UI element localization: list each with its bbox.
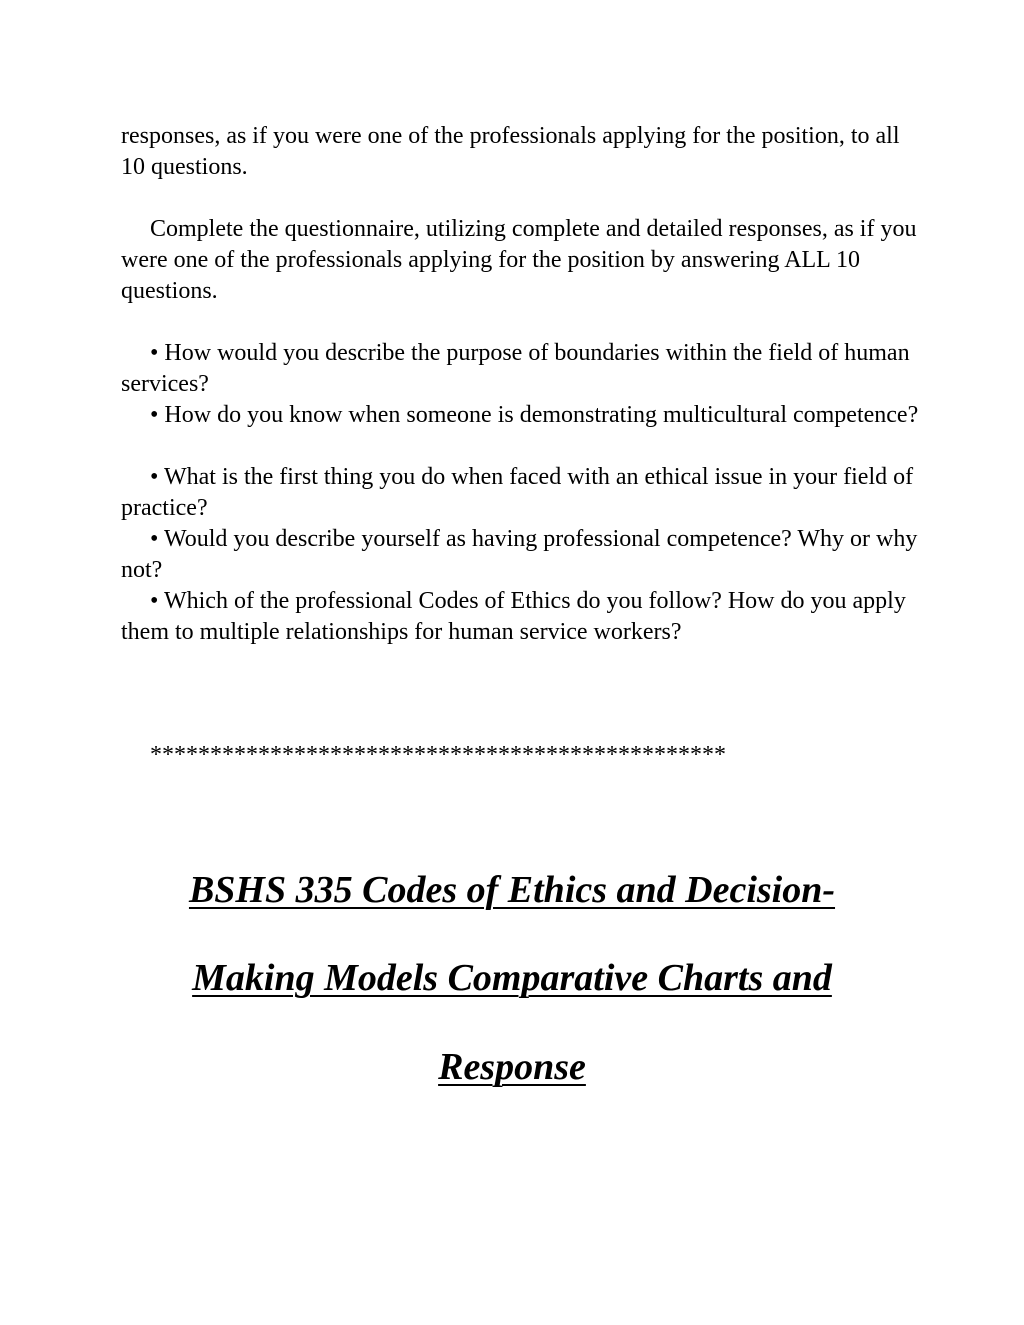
question-item: • Which of the professional Codes of Ethics do you follow? How do you apply them to multiple relationships for human service workers? — [121, 588, 906, 645]
instructions-paragraph: Complete the questionnaire, utilizing complete and detailed responses, as if you were one of the professionals applying for the position by answering ALL 10 questions. — [121, 216, 917, 304]
document-title-line: BSHS 335 Codes of Ethics and Decision- — [188, 869, 836, 911]
intro-paragraph: responses, as if you were one of the professionals applying for the position, to all 10 questions. — [121, 123, 900, 180]
question-item: • What is the first thing you do when faced with an ethical issue in your field of practice? — [121, 464, 914, 521]
question-item: • How would you describe the purpose of boundaries within the field of human services? — [121, 340, 910, 397]
document-title-line: Making Models Comparative Charts and — [192, 957, 832, 999]
asterisk-separator: ************************************************ — [150, 742, 726, 768]
question-item: • Would you describe yourself as having professional competence? Why or why not? — [121, 526, 918, 583]
document-title-line: Response — [438, 1046, 586, 1088]
question-item: • How do you know when someone is demonstrating multicultural competence? — [150, 402, 919, 428]
